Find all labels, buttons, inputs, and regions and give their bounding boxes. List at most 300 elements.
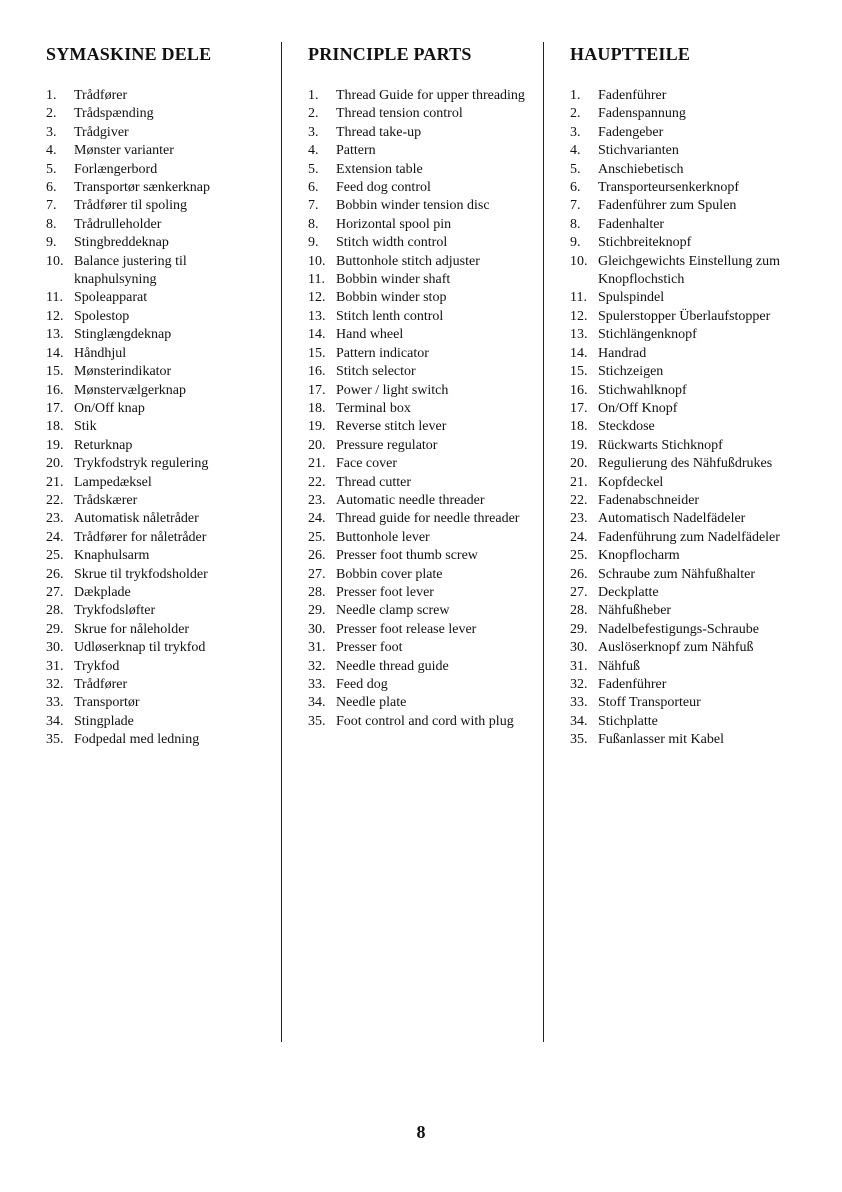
item-number: 11.	[46, 290, 63, 306]
list-item	[308, 179, 528, 197]
item-label: On/Off Knopf	[598, 400, 678, 416]
item-label: Lampedæksel	[74, 474, 152, 490]
list-item	[46, 179, 268, 197]
list-item	[308, 529, 528, 547]
item-number: 25.	[570, 548, 588, 564]
item-number: 12.	[308, 290, 326, 306]
item-number: 12.	[570, 308, 588, 324]
item-label: Buttonhole lever	[336, 529, 430, 545]
list-item	[46, 124, 268, 142]
item-label: On/Off knap	[74, 400, 145, 416]
item-label: Stinglængdeknap	[74, 327, 172, 343]
parts-list	[46, 87, 268, 750]
list-item	[46, 713, 268, 731]
item-label: Stik	[74, 419, 97, 435]
list-item	[308, 621, 528, 639]
column-english	[308, 44, 528, 731]
item-label: Stitch width control	[336, 235, 448, 251]
item-number: 14.	[46, 345, 64, 361]
item-number: 33.	[46, 695, 64, 711]
item-label: Deckplatte	[598, 584, 659, 600]
list-item	[570, 308, 810, 326]
item-number: 21.	[570, 474, 588, 490]
item-label: Stoff Transporteur	[598, 695, 701, 711]
item-number: 34.	[308, 695, 326, 711]
list-item	[308, 602, 528, 620]
item-number: 29.	[308, 603, 326, 619]
item-number: 28.	[570, 603, 588, 619]
item-number: 8.	[308, 216, 319, 232]
list-item	[46, 142, 268, 160]
list-item	[570, 584, 810, 602]
item-label: Nähfußheber	[598, 603, 672, 619]
list-item	[46, 345, 268, 363]
list-item	[570, 234, 810, 252]
item-label: Trådspænding	[74, 106, 154, 122]
column-german	[570, 44, 810, 750]
list-item	[46, 474, 268, 492]
list-item	[308, 197, 528, 215]
item-number: 20.	[570, 456, 588, 472]
item-label: Thread guide for needle threader	[336, 511, 520, 527]
item-label: Spoleapparat	[74, 290, 148, 306]
item-number: 9.	[570, 235, 581, 251]
item-number: 5.	[308, 161, 319, 177]
column-divider	[543, 42, 544, 1042]
item-number: 9.	[308, 235, 319, 251]
list-item	[570, 124, 810, 142]
list-item	[308, 713, 528, 731]
item-number: 22.	[46, 492, 64, 508]
list-item	[308, 382, 528, 400]
item-label: Fodpedal med ledning	[74, 732, 200, 748]
list-item	[46, 289, 268, 307]
list-item	[46, 510, 268, 528]
item-label: Schraube zum Nähfußhalter	[598, 566, 756, 582]
item-label: Trådfører	[74, 88, 128, 103]
item-label: Face cover	[336, 456, 398, 472]
list-item	[46, 418, 268, 436]
item-label: Nähfuß	[598, 658, 640, 674]
column-danish	[46, 44, 268, 750]
item-label: Fadengeber	[598, 124, 664, 140]
item-number: 5.	[46, 161, 57, 177]
item-number: 27.	[308, 566, 326, 582]
item-label: Horizontal spool pin	[336, 216, 452, 232]
item-number: 26.	[46, 566, 64, 582]
item-number: 34.	[46, 713, 64, 729]
list-item	[46, 363, 268, 381]
list-item	[46, 731, 268, 749]
item-number: 16.	[308, 364, 326, 380]
list-item	[570, 676, 810, 694]
item-label: Presser foot release lever	[336, 621, 477, 637]
item-label: Trykfodsløfter	[74, 603, 156, 619]
item-label: Nadelbefestigungs-Schraube	[598, 621, 759, 637]
item-label: Fadenführer zum Spulen	[598, 198, 737, 214]
item-label: Fadenabschneider	[598, 492, 700, 508]
item-number: 15.	[46, 364, 64, 380]
list-item	[46, 566, 268, 584]
item-label: Pattern	[336, 143, 376, 159]
item-label: Extension table	[336, 161, 423, 177]
item-label: Trådgiver	[74, 124, 129, 140]
list-item	[46, 602, 268, 620]
item-number: 2.	[308, 106, 319, 122]
item-label: Feed dog control	[336, 180, 431, 196]
list-item	[570, 437, 810, 455]
item-number: 31.	[570, 658, 588, 674]
list-item	[308, 124, 528, 142]
list-item	[46, 658, 268, 676]
item-label: Terminal box	[336, 400, 411, 416]
item-number: 6.	[308, 180, 319, 196]
item-number: 29.	[570, 621, 588, 637]
list-item	[570, 510, 810, 528]
item-label: Mønsterindikator	[74, 364, 172, 380]
item-number: 23.	[570, 511, 588, 527]
list-item	[308, 87, 528, 105]
list-item	[570, 326, 810, 344]
list-item	[46, 197, 268, 215]
list-item	[570, 639, 810, 657]
item-number: 34.	[570, 713, 588, 729]
list-item	[570, 713, 810, 731]
list-item	[46, 529, 268, 547]
item-number: 19.	[46, 437, 64, 453]
list-item	[308, 455, 528, 473]
list-item	[308, 253, 528, 271]
item-number: 18.	[570, 419, 588, 435]
item-number: 20.	[46, 456, 64, 472]
list-item	[308, 234, 528, 252]
item-label: Hand wheel	[336, 327, 404, 343]
item-number: 27.	[46, 584, 64, 600]
item-label: Thread take-up	[336, 124, 422, 140]
item-number: 12.	[46, 308, 64, 324]
list-item	[46, 400, 268, 418]
item-label: Bobbin winder shaft	[336, 272, 451, 288]
list-item	[46, 253, 268, 290]
list-item	[570, 492, 810, 510]
list-item	[46, 382, 268, 400]
item-number: 28.	[46, 603, 64, 619]
item-label: Steckdose	[598, 419, 655, 435]
item-number: 32.	[46, 677, 64, 692]
list-item	[308, 566, 528, 584]
item-number: 8.	[570, 216, 581, 232]
item-number: 4.	[570, 143, 581, 159]
item-number: 33.	[570, 695, 588, 711]
item-label: Trådskærer	[74, 492, 138, 508]
item-number: 2.	[46, 106, 57, 122]
list-item	[308, 547, 528, 565]
item-label: Knaphulsarm	[74, 548, 150, 564]
item-number: 2.	[570, 106, 581, 122]
list-item	[46, 87, 268, 105]
list-item	[308, 308, 528, 326]
list-item	[46, 234, 268, 252]
column-heading: HAUPTTEILE	[570, 44, 691, 64]
list-item	[46, 547, 268, 565]
item-label: Gleichgewichts Einstellung zum Knopflochstich	[598, 253, 780, 288]
list-item	[308, 658, 528, 676]
item-number: 14.	[308, 327, 326, 343]
item-label: Automatic needle threader	[336, 492, 485, 508]
item-label: Balance justering til knaphulsyning	[74, 253, 187, 288]
list-item	[46, 621, 268, 639]
item-number: 13.	[570, 327, 588, 343]
list-item	[308, 271, 528, 289]
item-label: Needle plate	[336, 695, 407, 711]
item-number: 30.	[308, 621, 326, 637]
list-item	[46, 492, 268, 510]
item-label: Trykfod	[74, 658, 120, 674]
item-label: Stingplade	[74, 713, 134, 729]
item-label: Fadenspannung	[598, 106, 686, 122]
item-label: Handrad	[598, 345, 647, 361]
parts-list	[308, 87, 528, 731]
list-item	[308, 584, 528, 602]
list-item	[308, 676, 528, 694]
item-label: Skrue til trykfodsholder	[74, 566, 208, 582]
item-number: 10.	[570, 253, 588, 269]
item-label: Stichzeigen	[598, 364, 664, 380]
item-number: 32.	[570, 677, 588, 692]
item-number: 35.	[46, 732, 64, 748]
item-number: 33.	[308, 677, 326, 692]
item-label: Automatisch Nadelfädeler	[598, 511, 746, 527]
item-number: 8.	[46, 216, 57, 232]
item-label: Dækplade	[74, 584, 131, 600]
list-item	[308, 326, 528, 344]
item-label: Bobbin cover plate	[336, 566, 443, 582]
item-label: Foot control and cord with plug	[336, 713, 514, 729]
item-number: 24.	[570, 529, 588, 545]
list-item	[308, 694, 528, 712]
list-item	[570, 87, 810, 105]
item-number: 31.	[308, 640, 326, 656]
item-number: 4.	[46, 143, 57, 159]
item-label: Spulspindel	[598, 290, 665, 306]
item-number: 29.	[46, 621, 64, 637]
parts-list	[570, 87, 810, 750]
item-number: 30.	[570, 640, 588, 656]
item-label: Trådfører	[74, 677, 128, 692]
list-item	[570, 731, 810, 749]
list-item	[308, 437, 528, 455]
list-item	[308, 492, 528, 510]
list-item	[308, 345, 528, 363]
list-item	[46, 437, 268, 455]
list-item	[570, 142, 810, 160]
item-number: 1.	[570, 88, 581, 103]
item-label: Udløserknap til trykfod	[74, 640, 206, 656]
item-number: 15.	[308, 345, 326, 361]
item-number: 3.	[570, 124, 581, 140]
item-number: 21.	[308, 456, 326, 472]
item-label: Fadenführer	[598, 88, 667, 103]
page-number: 8	[416, 1122, 426, 1142]
item-number: 22.	[308, 474, 326, 490]
item-label: Kopfdeckel	[598, 474, 664, 490]
item-label: Spulerstopper Überlaufstopper	[598, 308, 771, 324]
list-item	[570, 179, 810, 197]
item-label: Trykfodstryk regulering	[74, 456, 209, 472]
list-item	[46, 326, 268, 344]
list-item	[570, 566, 810, 584]
item-label: Skrue for nåleholder	[74, 621, 190, 637]
item-number: 23.	[308, 492, 326, 508]
item-number: 14.	[570, 345, 588, 361]
item-label: Transportør sænkerknap	[74, 180, 210, 196]
list-item	[46, 216, 268, 234]
item-label: Thread cutter	[336, 474, 412, 490]
list-item	[308, 639, 528, 657]
item-number: 25.	[46, 548, 64, 564]
item-number: 11.	[308, 272, 325, 288]
item-label: Bobbin winder tension disc	[336, 198, 490, 214]
item-number: 25.	[308, 529, 326, 545]
item-label: Needle thread guide	[336, 658, 449, 674]
list-item	[46, 676, 268, 694]
item-label: Power / light switch	[336, 382, 449, 398]
item-label: Transportør	[74, 695, 140, 711]
list-item	[46, 694, 268, 712]
item-number: 17.	[46, 400, 64, 416]
list-item	[570, 197, 810, 215]
item-number: 16.	[570, 382, 588, 398]
list-item	[570, 400, 810, 418]
item-label: Stichplatte	[598, 713, 658, 729]
item-number: 5.	[570, 161, 581, 177]
item-label: Mønstervælgerknap	[74, 382, 186, 398]
item-label: Presser foot thumb screw	[336, 548, 478, 564]
item-number: 35.	[308, 713, 326, 729]
item-label: Returknap	[74, 437, 133, 453]
item-number: 9.	[46, 235, 57, 251]
item-number: 7.	[570, 198, 581, 214]
item-label: Stingbreddeknap	[74, 235, 169, 251]
item-number: 19.	[308, 419, 326, 435]
item-label: Buttonhole stitch adjuster	[336, 253, 480, 269]
item-label: Fußanlasser mit Kabel	[598, 732, 724, 748]
item-number: 24.	[308, 511, 326, 527]
item-number: 17.	[570, 400, 588, 416]
item-number: 7.	[46, 198, 57, 214]
item-number: 19.	[570, 437, 588, 453]
item-label: Trådfører for nåletråder	[74, 529, 207, 545]
column-heading: SYMASKINE DELE	[46, 44, 212, 64]
item-label: Pressure regulator	[336, 437, 438, 453]
item-number: 10.	[46, 253, 64, 269]
item-number: 6.	[570, 180, 581, 196]
item-label: Trådrulleholder	[74, 216, 162, 232]
item-label: Regulierung des Nähfußdrukes	[598, 456, 773, 472]
list-item	[570, 289, 810, 307]
list-item	[570, 216, 810, 234]
item-number: 15.	[570, 364, 588, 380]
list-item	[46, 584, 268, 602]
item-label: Fadenführung zum Nadelfädeler	[598, 529, 780, 545]
list-item	[308, 510, 528, 528]
list-item	[570, 253, 810, 290]
item-label: Presser foot	[336, 640, 403, 656]
item-number: 31.	[46, 658, 64, 674]
item-label: Thread Guide for upper threading	[336, 88, 525, 103]
list-item	[570, 621, 810, 639]
item-number: 35.	[570, 732, 588, 748]
item-number: 13.	[308, 308, 326, 324]
item-label: Pattern indicator	[336, 345, 429, 361]
item-label: Needle clamp screw	[336, 603, 450, 619]
item-label: Stitch lenth control	[336, 308, 444, 324]
list-item	[570, 161, 810, 179]
column-divider	[281, 42, 282, 1042]
list-item	[570, 602, 810, 620]
item-number: 18.	[46, 419, 64, 435]
list-item	[570, 474, 810, 492]
item-number: 17.	[308, 382, 326, 398]
item-number: 28.	[308, 584, 326, 600]
item-number: 1.	[46, 88, 57, 103]
item-label: Fadenhalter	[598, 216, 665, 232]
item-number: 20.	[308, 437, 326, 453]
list-item	[46, 105, 268, 123]
item-label: Fadenführer	[598, 677, 667, 692]
column-heading: PRINCIPLE PARTS	[308, 44, 472, 64]
item-label: Håndhjul	[74, 345, 127, 361]
item-number: 7.	[308, 198, 319, 214]
item-number: 26.	[308, 548, 326, 564]
item-number: 24.	[46, 529, 64, 545]
item-label: Knopflocharm	[598, 548, 680, 564]
list-item	[46, 308, 268, 326]
list-item	[308, 474, 528, 492]
list-item	[570, 658, 810, 676]
item-label: Spolestop	[74, 308, 130, 324]
item-number: 23.	[46, 511, 64, 527]
list-item	[570, 105, 810, 123]
item-label: Feed dog	[336, 677, 388, 692]
item-label: Rückwarts Stichknopf	[598, 437, 723, 453]
item-number: 21.	[46, 474, 64, 490]
item-number: 16.	[46, 382, 64, 398]
item-number: 10.	[308, 253, 326, 269]
item-number: 18.	[308, 400, 326, 416]
item-label: Reverse stitch lever	[336, 419, 447, 435]
list-item	[308, 142, 528, 160]
item-label: Mønster varianter	[74, 143, 174, 159]
list-item	[570, 363, 810, 381]
item-number: 13.	[46, 327, 64, 343]
list-item	[308, 161, 528, 179]
item-number: 6.	[46, 180, 57, 196]
item-label: Presser foot lever	[336, 584, 434, 600]
list-item	[570, 382, 810, 400]
item-number: 1.	[308, 88, 319, 103]
item-label: Forlængerbord	[74, 161, 158, 177]
list-item	[308, 418, 528, 436]
item-label: Thread tension control	[336, 106, 463, 122]
item-number: 3.	[46, 124, 57, 140]
item-label: Stichvarianten	[598, 143, 679, 159]
item-label: Auslöserknopf zum Nähfuß	[598, 640, 754, 656]
item-number: 30.	[46, 640, 64, 656]
item-label: Bobbin winder stop	[336, 290, 447, 306]
list-item	[570, 455, 810, 473]
item-label: Stitch selector	[336, 364, 416, 380]
